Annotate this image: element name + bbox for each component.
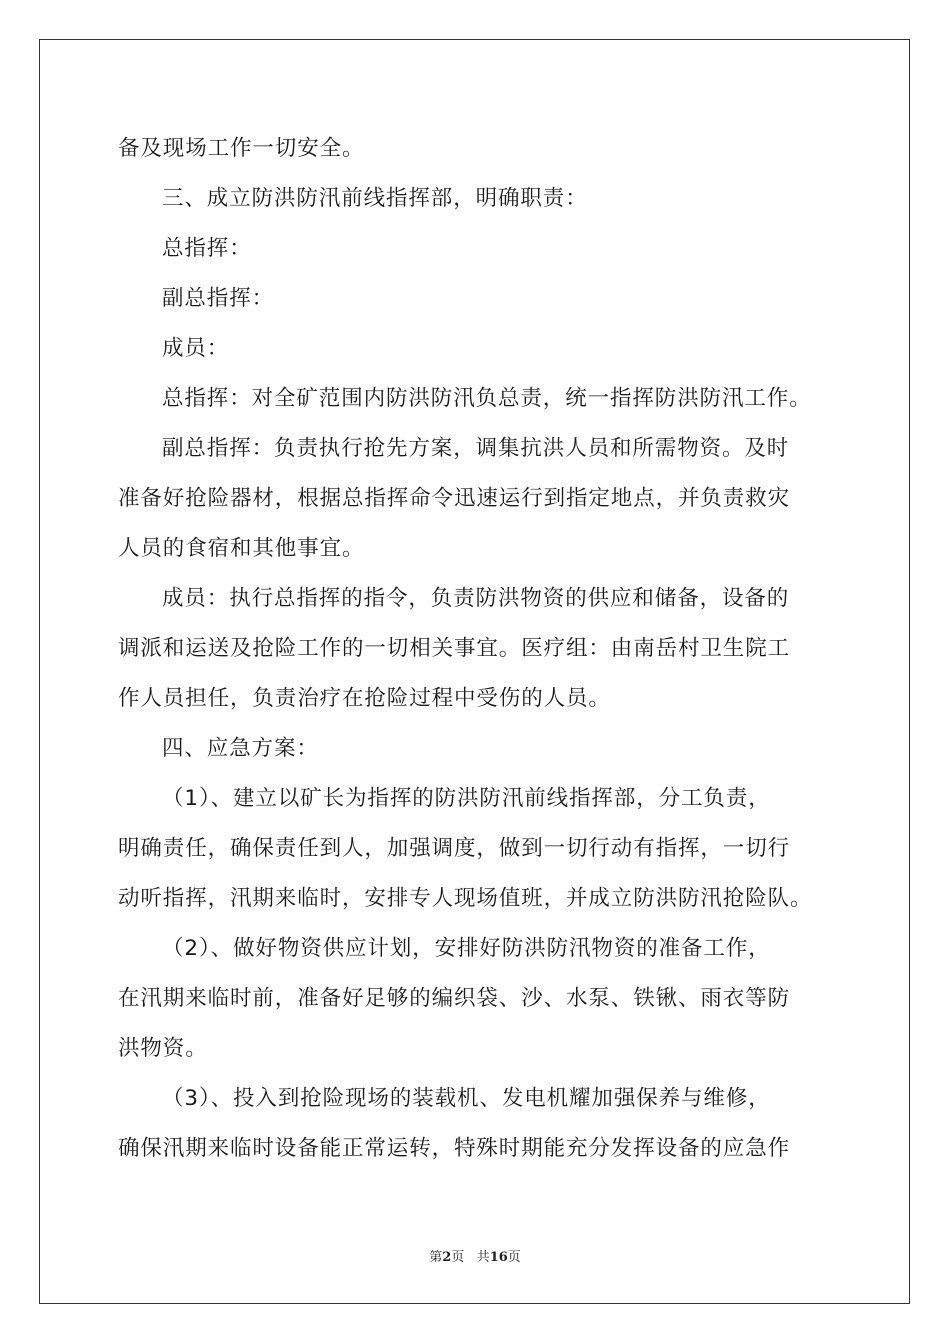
section-heading-3: 三、成立防洪防汛前线指挥部，明确职责： (162, 186, 588, 211)
deputy-duty-line-1: 副总指挥：负责执行抢先方案，调集抗洪人员和所需物资。及时 (162, 436, 790, 461)
plan-item-3-line-1: （3）、投入到抢险现场的装载机、发电机耀加强保养与维修， (162, 1086, 771, 1111)
plan-item-1-line-1: （1）、建立以矿长为指挥的防洪防汛前线指挥部，分工负责， (162, 786, 771, 811)
deputy-duty-line-2: 准备好抢险器材，根据总指挥命令迅速运行到指定地点，并负责救灾 (118, 486, 791, 511)
footer-page-number: 2 (442, 1250, 452, 1265)
footer-total-prefix: 共 (476, 1250, 490, 1265)
section-heading-4: 四、应急方案： (162, 736, 319, 761)
plan-item-2-line-3: 洪物资。 (118, 1036, 208, 1061)
commander-duty-line: 总指挥：对全矿范围内防洪防汛负总责，统一指挥防洪防汛工作。 (162, 386, 812, 411)
footer-page-suffix: 页 (451, 1250, 465, 1265)
role-commander-label: 总指挥： (162, 236, 252, 261)
footer-total-suffix: 页 (507, 1250, 521, 1265)
deputy-duty-line-3: 人员的食宿和其他事宜。 (118, 536, 365, 561)
body-line-1: 备及现场工作一切安全。 (118, 136, 365, 161)
role-members-label: 成员： (162, 336, 230, 361)
footer-total-pages: 16 (489, 1250, 508, 1265)
plan-item-2-line-2: 在汛期来临时前，准备好足够的编织袋、沙、水泵、铁锹、雨衣等防 (118, 986, 791, 1011)
plan-item-3-line-2: 确保汛期来临时设备能正常运转，特殊时期能充分发挥设备的应急作 (118, 1136, 791, 1161)
plan-item-1-line-2: 明确责任，确保责任到人，加强调度，做到一切行动有指挥，一切行 (118, 836, 791, 861)
members-duty-line-3: 作人员担任，负责治疗在抢险过程中受伤的人员。 (118, 686, 611, 711)
page-border (39, 39, 910, 1304)
page-footer (0, 1246, 950, 1265)
role-deputy-label: 副总指挥： (162, 286, 275, 311)
members-duty-line-1: 成员：执行总指挥的指令，负责防洪物资的供应和储备，设备的 (162, 586, 790, 611)
plan-item-2-line-1: （2）、做好物资供应计划，安排好防洪防汛物资的准备工作， (162, 936, 771, 961)
members-duty-line-2: 调派和运送及抢险工作的一切相关事宜。医疗组：由南岳村卫生院工 (118, 636, 791, 661)
plan-item-1-line-3: 动听指挥，汛期来临时，安排专人现场值班，并成立防洪防汛抢险队。 (118, 886, 813, 911)
footer-page-prefix: 第 (429, 1250, 443, 1265)
